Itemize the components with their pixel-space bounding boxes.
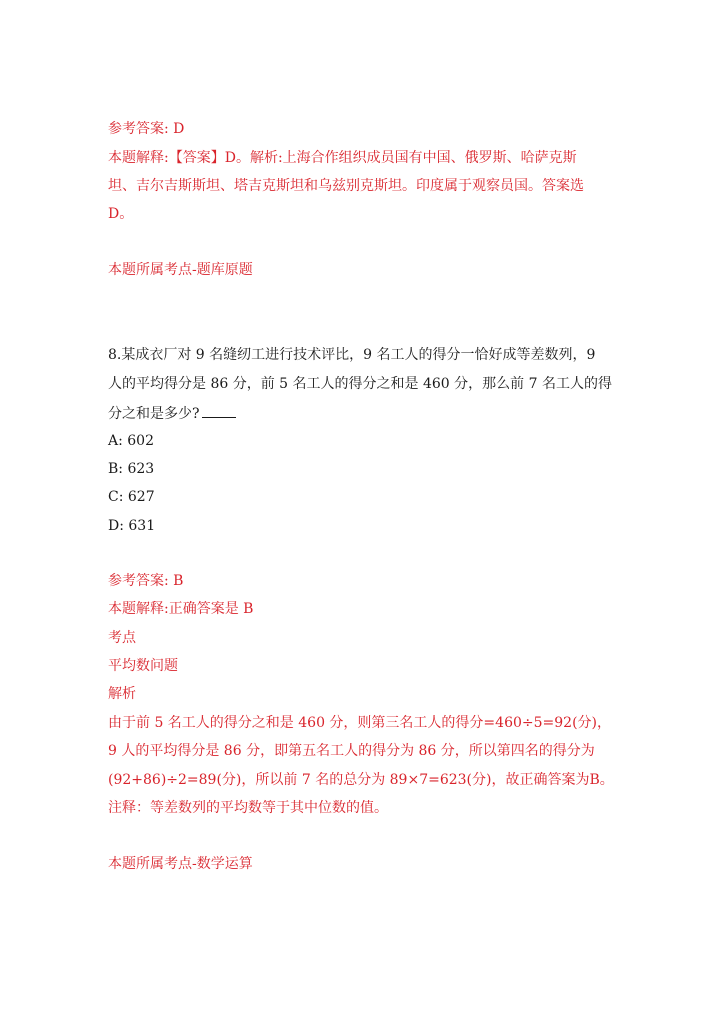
q8-question-line-3 (108, 403, 236, 424)
q8-jiexi-line-1: 由于前 5 名工人的得分之和是 460 分，则第三名工人的得分=460÷5=92(分)， (108, 715, 611, 731)
q8-question-line-3-text: 分之和是多少? (108, 406, 200, 422)
q8-question-line-2: 人的平均得分是 86 分，前 5 名工人的得分之和是 460 分，那么前 7 名工人的得 (108, 376, 612, 392)
q8-explanation-title: 本题解释:正确答案是 B (108, 601, 254, 617)
q8-option-b: B: 623 (108, 461, 155, 477)
q8-jiexi-line-4: 注释：等差数列的平均数等于其中位数的值。 (108, 800, 388, 816)
q8-kaodian-value: 平均数问题 (108, 658, 178, 674)
q7-answer: 参考答案: D (108, 121, 185, 137)
answer-blank (202, 403, 236, 418)
q8-kaodian-label: 考点 (108, 630, 136, 646)
q7-explanation-line-1: 本题解释:【答案】D。解析:上海合作组织成员国有中国、俄罗斯、哈萨克斯 (108, 150, 577, 166)
q7-explanation-line-2: 坦、吉尔吉斯斯坦、塔吉克斯坦和乌兹别克斯坦。印度属于观察员国。答案选 (108, 178, 584, 194)
q7-explanation-line-3: D。 (108, 206, 134, 222)
q8-question-line-1: 8.某成衣厂对 9 名缝纫工进行技术评比，9 名工人的得分一恰好成等差数列，9 (108, 347, 596, 363)
q8-option-c: C: 627 (108, 489, 155, 505)
q8-topic: 本题所属考点-数学运算 (108, 856, 253, 872)
q8-jiexi-line-3: (92+86)÷2=89(分)，所以前 7 名的总分为 89×7=623(分)，故正确答案为B。 (108, 772, 614, 788)
q8-jiexi-line-2: 9 人的平均得分是 86 分，即第五名工人的得分为 86 分，所以第四名的得分为 (108, 743, 595, 759)
q8-jiexi-label: 解析 (108, 686, 136, 702)
q7-topic: 本题所属考点-题库原题 (108, 262, 253, 278)
q8-option-d: D: 631 (108, 518, 156, 534)
q8-option-a: A: 602 (108, 433, 154, 449)
q8-answer: 参考答案: B (108, 573, 184, 589)
